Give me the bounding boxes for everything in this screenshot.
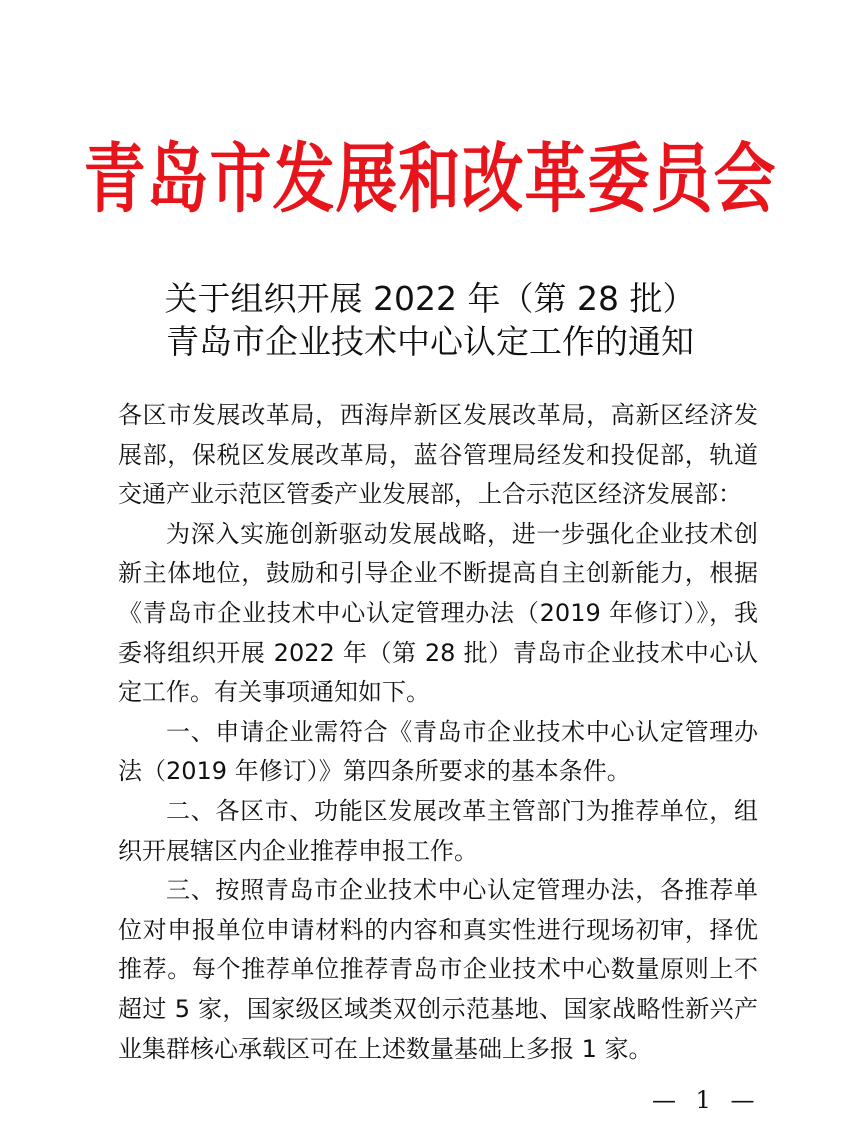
masthead-title: 青岛市发展和改革委员会 (83, 134, 777, 224)
notice-title-line-2: 青岛市企业技术中心认定工作的通知 (166, 322, 694, 361)
paragraph-item-1: 一、申请企业需符合《青岛市企业技术中心认定管理办法（2019 年修订）》第四条所要求的基本条件。 (118, 717, 758, 786)
paragraph-item-2: 二、各区市、功能区发展改革主管部门为推荐单位，组织开展辖区内企业推荐申报工作。 (118, 796, 758, 865)
paragraph-intro: 为深入实施创新驱动发展战略，进一步强化企业技术创新主体地位，鼓励和引导企业不断提高自主创新能力，根据《青岛市企业技术中心认定管理办法（2019 年修订）》，我委将组织开展 2022 年（第 28 批）青岛市企业技术中心认定工作。有关事项通知如下。 (118, 519, 758, 707)
notice-body (118, 396, 758, 1069)
paragraph-item-3: 三、按照青岛市企业技术中心认定管理办法，各推荐单位对申报单位申请材料的内容和真实性进行现场初审，择优推荐。每个推荐单位推荐青岛市企业技术中心数量原则上不超过 5 家，国家级区域类双创示范基地、国家战略性新兴产业集群核心承载区可在上述数量基础上多报 1 家。 (118, 876, 758, 1063)
addressee: 各区市发展改革局，西海岸新区发展改革局，高新区经济发展部，保税区发展改革局，蓝谷管理局经发和投促部，轨道交通产业示范区管委产业发展部，上合示范区经济发展部： (118, 401, 758, 509)
notice-title-line-1: 关于组织开展 2022 年（第 28 批） (164, 279, 696, 318)
page-number: — 1 — (652, 1086, 761, 1114)
